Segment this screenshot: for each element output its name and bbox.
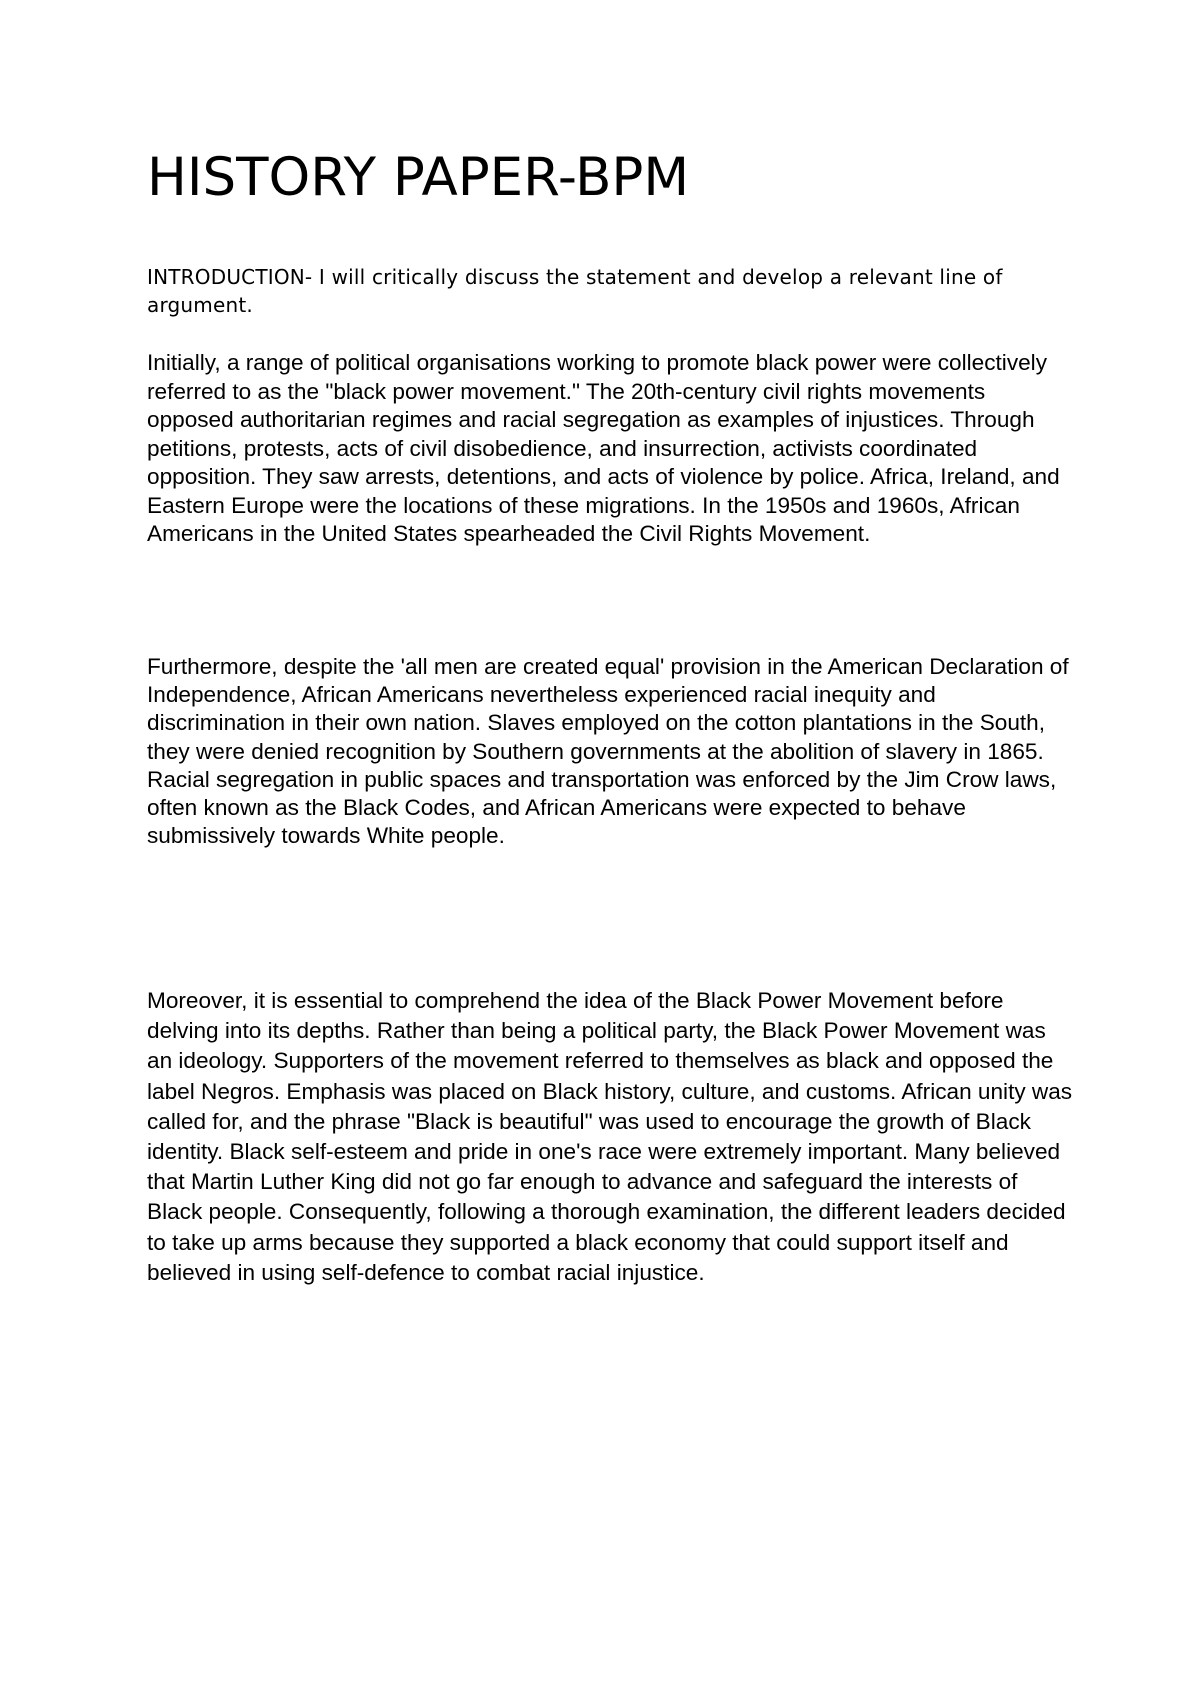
introduction-paragraph: INTRODUCTION- I will critically discuss the statement and develop a relevant line of argument. — [147, 265, 1003, 317]
body-paragraph-2: Furthermore, despite the 'all men are created equal' provision in the American Declaration of Independence, African Americans nevertheless experienced racial inequity and discrimination in their own nation. Slaves employed on the cotton plantations in the South, they were denied recognition by Southern governments at the abolition of slavery in 1865. Racial segregation in public spaces and transportation was enforced by the Jim Crow laws, often known as the Black Codes, and African Americans were expected to behave submissively towards White people. — [147, 654, 1069, 849]
body-paragraph-1: Initially, a range of political organisations working to promote black power were collectively referred to as the "black power movement." The 20th-century civil rights movements opposed authoritarian regimes and racial segregation as examples of injustices. Through petitions, protests, acts of civil disobedience, and insurrection, activists coordinated opposition. They saw arrests, detentions, and acts of violence by police. Africa, Ireland, and Eastern Europe were the locations of these migrations. In the 1950s and 1960s, African Americans in the United States spearheaded the Civil Rights Movement. — [147, 350, 1060, 546]
body-paragraph-3: Moreover, it is essential to comprehend the idea of the Black Power Movement before delving into its depths. Rather than being a political party, the Black Power Movement was an ideology. Supporters of the movement referred to themselves as black and opposed the label Negros. Emphasis was placed on Black history, culture, and customs. African unity was called for, and the phrase "Black is beautiful" was used to encourage the growth of Black identity. Black self-esteem and pride in one's race were extremely important. Many believed that Martin Luther King did not go far enough to advance and safeguard the interests of Black people. Consequently, following a thorough examination, the different leaders decided to take up arms because they supported a black economy that could support itself and believed in using self-defence to combat racial injustice. — [147, 988, 1073, 1285]
document-title: HISTORY PAPER-BPM — [147, 147, 690, 208]
